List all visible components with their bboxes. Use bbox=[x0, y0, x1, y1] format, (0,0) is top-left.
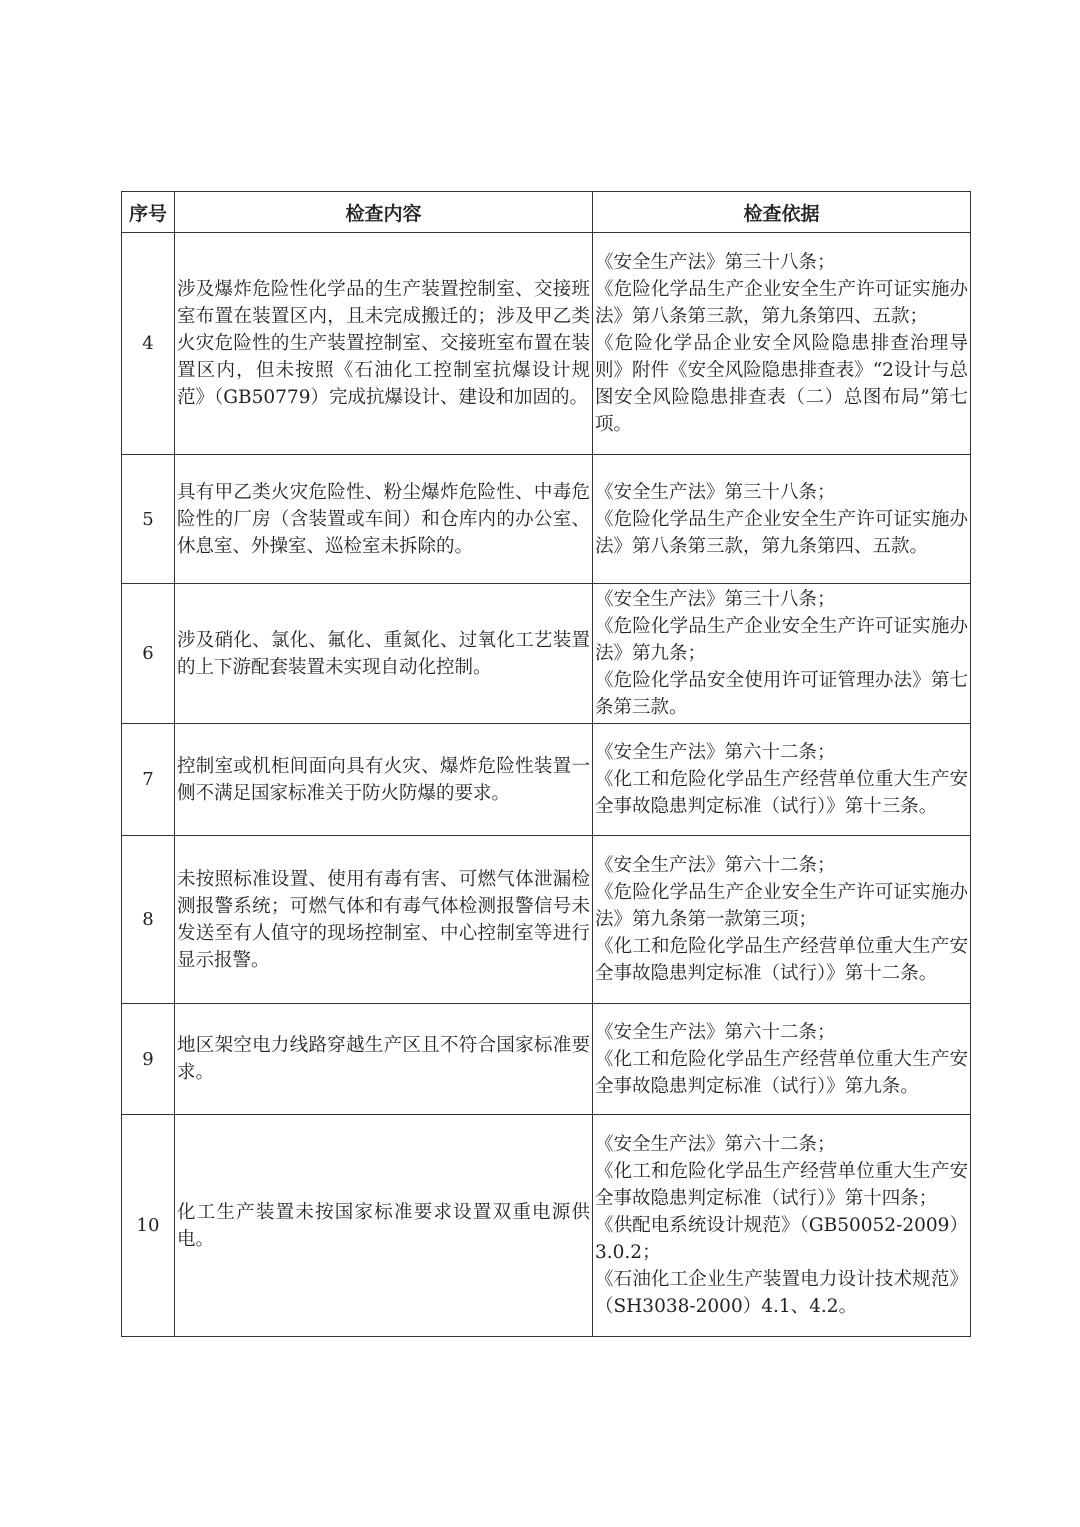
inspection-table bbox=[121, 191, 971, 1337]
check-basis: 《安全生产法》第三十八条； 《危险化学品生产企业安全生产许可证实施办法》第八条第三款，第九条第四、五款。 bbox=[595, 481, 968, 557]
check-basis: 《安全生产法》第六十二条； 《化工和危险化学品生产经营单位重大生产安全事故隐患判定标准（试行）》第十三条。 bbox=[595, 742, 968, 817]
table-row bbox=[122, 455, 971, 584]
check-content: 涉及爆炸危险性化学品的生产装置控制室、交接班室布置在装置区内，且未完成搬迁的；涉及甲乙类火灾危险性的生产装置控制室、交接班室布置在装置区内，但未按照《石油化工控制室抗爆设计规范》（GB50779）完成抗爆设计、建设和加固的。 bbox=[177, 279, 590, 408]
header-row bbox=[122, 192, 971, 233]
check-basis: 《安全生产法》第六十二条； 《化工和危险化学品生产经营单位重大生产安全事故隐患判定标准（试行）》第十四条； 《供配电系统设计规范》（GB50052-2009）3.0.2； 《石油化工企业生产装置电力设计技术规范》（SH3038-2000）4.1、4.2。 bbox=[595, 1134, 968, 1317]
table-row bbox=[122, 233, 971, 455]
row-number: 6 bbox=[122, 584, 175, 724]
check-basis: 《安全生产法》第三十八条； 《危险化学品生产企业安全生产许可证实施办法》第九条； 《危险化学品安全使用许可证管理办法》第七条第三款。 bbox=[595, 589, 968, 718]
row-number: 4 bbox=[122, 233, 175, 455]
table-body bbox=[122, 233, 971, 1337]
header-serial-number: 序号 bbox=[122, 192, 175, 233]
table-row bbox=[122, 724, 971, 836]
check-content: 地区架空电力线路穿越生产区且不符合国家标准要求。 bbox=[177, 1035, 590, 1083]
table-row bbox=[122, 836, 971, 1004]
table-header bbox=[122, 192, 971, 233]
header-check-basis: 检查依据 bbox=[593, 192, 971, 233]
table-row bbox=[122, 584, 971, 724]
check-content: 控制室或机柜间面向具有火灾、爆炸危险性装置一侧不满足国家标准关于防火防爆的要求。 bbox=[177, 755, 590, 804]
check-basis: 《安全生产法》第六十二条； 《危险化学品生产企业安全生产许可证实施办法》第九条第一款第三项； 《化工和危险化学品生产经营单位重大生产安全事故隐患判定标准（试行）》第十二条。 bbox=[595, 855, 968, 984]
row-number: 8 bbox=[122, 836, 175, 1004]
row-number: 10 bbox=[122, 1115, 175, 1337]
check-content: 化工生产装置未按国家标准要求设置双重电源供电。 bbox=[177, 1201, 590, 1250]
row-number: 7 bbox=[122, 724, 175, 836]
row-number: 9 bbox=[122, 1004, 175, 1115]
header-check-content: 检查内容 bbox=[175, 192, 593, 233]
check-content: 具有甲乙类火灾危险性、粉尘爆炸危险性、中毒危险性的厂房（含装置或车间）和仓库内的办公室、休息室、外操室、巡检室未拆除的。 bbox=[177, 481, 590, 557]
table-row bbox=[122, 1004, 971, 1115]
check-content: 涉及硝化、氯化、氟化、重氮化、过氧化工艺装置的上下游配套装置未实现自动化控制。 bbox=[177, 629, 590, 678]
check-basis: 《安全生产法》第六十二条； 《化工和危险化学品生产经营单位重大生产安全事故隐患判定标准（试行）》第九条。 bbox=[595, 1021, 968, 1097]
row-number: 5 bbox=[122, 455, 175, 584]
check-content: 未按照标准设置、使用有毒有害、可燃气体泄漏检测报警系统；可燃气体和有毒气体检测报警信号未发送至有人值守的现场控制室、中心控制室等进行显示报警。 bbox=[177, 868, 590, 971]
check-basis: 《安全生产法》第三十八条； 《危险化学品生产企业安全生产许可证实施办法》第八条第三款，第九条第四、五款； 《危险化学品企业安全风险隐患排查治理导则》附件《安全风险隐患排查表》“2设计与总图安全风险隐患排查表（二）总图布局”第七项。 bbox=[595, 252, 968, 435]
table-row bbox=[122, 1115, 971, 1337]
